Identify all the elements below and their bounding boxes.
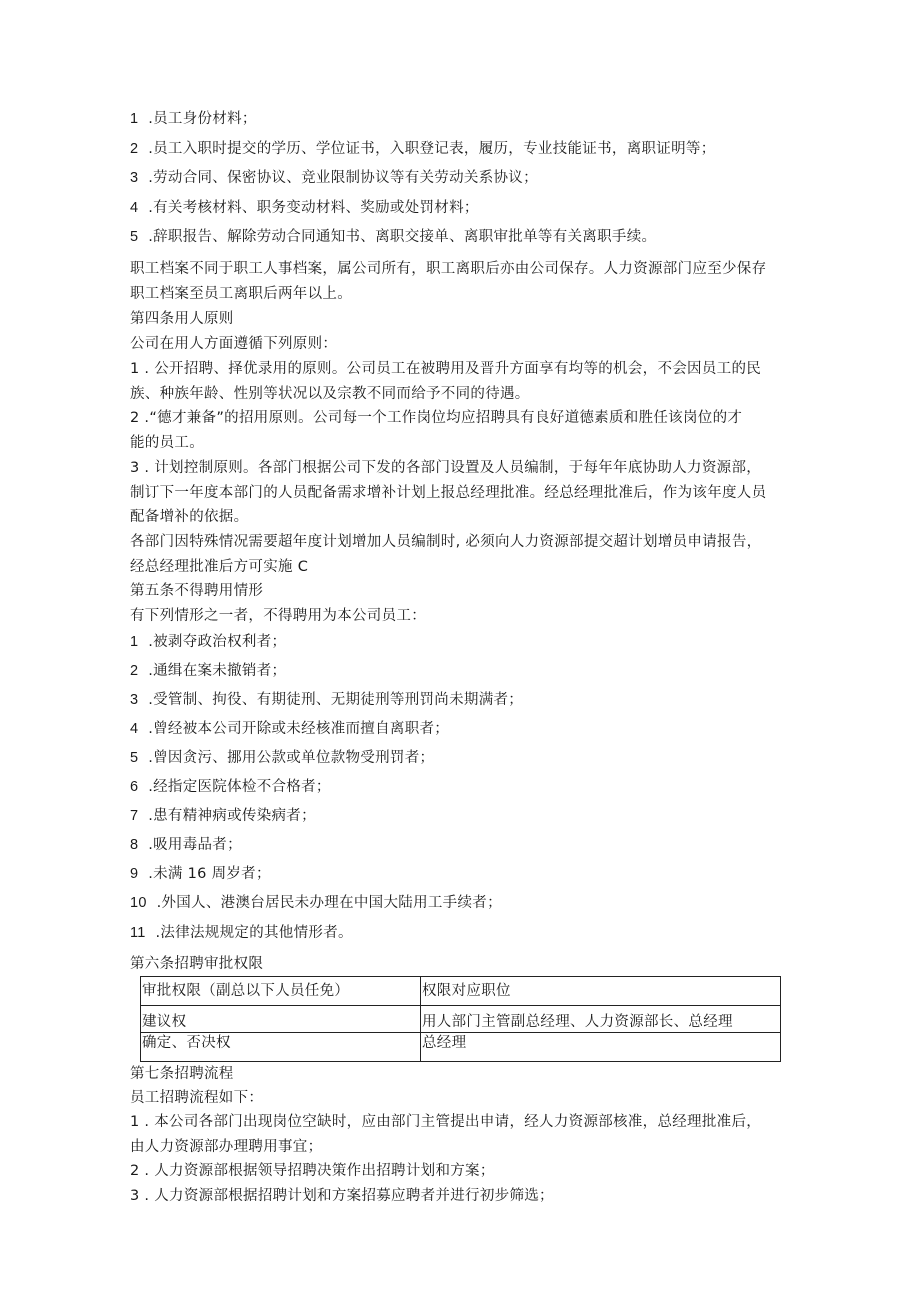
approval-authority-table	[140, 976, 781, 1062]
process-step-line: 由人力资源部办理聘用事宜；	[130, 1139, 323, 1155]
exclusion-item	[130, 631, 286, 653]
exclusion-item	[130, 689, 523, 711]
item-number: 8	[130, 837, 139, 853]
item-text: .未满 16 周岁者；	[148, 866, 271, 882]
principle-line: 制订下一年度本部门的人员配备需求增补计划上报总经理批准。经总经理批准后，作为该年度人员	[130, 485, 767, 501]
item-number: 2	[130, 141, 139, 157]
principle-line: 族、种族年龄、性别等状况以及宗教不同而给予不同的待遇。	[130, 386, 530, 402]
archive-item	[130, 197, 479, 219]
table-cell: 总经理	[421, 1033, 781, 1062]
item-number: 11	[130, 925, 146, 941]
item-number: 4	[130, 200, 139, 216]
item-text: .员工入职时提交的学历、学位证书，入职登记表，履历，专业技能证书，离职证明等；	[148, 141, 716, 157]
article-intro: 公司在用人方面遵循下列原则：	[130, 336, 338, 352]
item-text: .辞职报告、解除劳动合同通知书、离职交接单、离职审批单等有关离职手续。	[148, 229, 657, 245]
exclusion-item	[130, 805, 316, 827]
process-step-line: 3 . 人力资源部根据招聘计划和方案招募应聘者并进行初步筛选；	[130, 1188, 554, 1204]
table-row	[141, 1006, 781, 1033]
article-title: 第五条不得聘用情形	[130, 583, 264, 599]
table-cell: 确定、否决权	[141, 1033, 421, 1062]
article-note-line: 各部门因特殊情况需要超年度计划增加人员编制时, 必须向人力资源部提交超计划增员申请报告，	[130, 534, 762, 550]
article-title: 第七条招聘流程	[130, 1066, 234, 1082]
exclusion-item	[130, 776, 331, 798]
item-text: .劳动合同、保密协议、竞业限制协议等有关劳动关系协议；	[148, 170, 538, 186]
archive-item	[130, 138, 716, 160]
item-text: .经指定医院体检不合格者；	[148, 779, 331, 795]
item-text: .受管制、拘役、有期徒刑、无期徒刑等刑罚尚未期满者；	[148, 692, 524, 708]
archive-note-line: 职工档案不同于职工人事档案，属公司所有，职工离职后亦由公司保存。人力资源部门应至少保存	[130, 261, 767, 277]
exclusion-item	[130, 747, 434, 769]
archive-item	[130, 167, 538, 189]
process-step-line: 1 . 本公司各部门出现岗位空缺时，应由部门主管提出申请，经人力资源部核准，总经理批准后，	[130, 1114, 762, 1130]
article-title: 第六条招聘审批权限	[130, 956, 264, 972]
exclusion-item	[130, 892, 502, 914]
item-number: 5	[130, 750, 139, 766]
archive-item	[130, 108, 257, 130]
table-row	[141, 1033, 781, 1062]
item-text: .通缉在案未撤销者；	[148, 663, 287, 679]
exclusion-item	[130, 834, 242, 856]
item-text: .有关考核材料、职务变动材料、奖励或处罚材料；	[148, 200, 479, 216]
principle-line: 能的员工。	[130, 435, 204, 451]
item-text: .曾经被本公司开除或未经核准而擅自离职者；	[148, 721, 450, 737]
item-number: 7	[130, 808, 139, 824]
table-cell: 建议权	[141, 1006, 421, 1033]
item-text: .外国人、港澳台居民未办理在中国大陆用工手续者；	[156, 895, 502, 911]
item-text: .法律法规规定的其他情形者。	[155, 925, 353, 941]
item-number: 2	[130, 663, 139, 679]
item-text: .患有精神病或传染病者；	[148, 808, 316, 824]
table-header-cell: 审批权限（副总以下人员任免）	[141, 977, 421, 1006]
article-title: 第四条用人原则	[130, 311, 234, 327]
item-number: 9	[130, 866, 139, 882]
archive-note-line: 职工档案至员工离职后两年以上。	[130, 286, 352, 302]
article-intro: 员工招聘流程如下：	[130, 1090, 264, 1106]
exclusion-item	[130, 863, 271, 885]
principle-line: 配备增补的依据。	[130, 509, 249, 525]
principle-line: 3 . 计划控制原则。各部门根据公司下发的各部门设置及人员编制，于每年年底协助人力资源部，	[130, 460, 762, 476]
table-header-row	[141, 977, 781, 1006]
exclusion-item	[130, 660, 286, 682]
principle-line: 2 .“德才兼备”的招用原则。公司每一个工作岗位均应招聘具有良好道德素质和胜任该岗位的才	[130, 410, 743, 426]
table-header-cell: 权限对应职位	[421, 977, 781, 1006]
article-intro: 有下列情形之一者，不得聘用为本公司员工：	[130, 608, 426, 624]
item-text: .员工身份材料；	[148, 111, 257, 127]
exclusion-item	[130, 718, 449, 740]
table-cell: 用人部门主管副总经理、人力资源部长、总经理	[421, 1006, 781, 1033]
item-text: .曾因贪污、挪用公款或单位款物受刑罚者；	[148, 750, 435, 766]
item-text: .吸用毒品者；	[148, 837, 242, 853]
item-number: 5	[130, 229, 139, 245]
item-number: 6	[130, 779, 139, 795]
archive-item	[130, 226, 656, 248]
item-text: .被剥夺政治权利者；	[148, 634, 287, 650]
item-number: 1	[130, 634, 139, 650]
item-number: 1	[130, 111, 139, 127]
principle-line: 1 . 公开招聘、择优录用的原则。公司员工在被聘用及晋升方面享有均等的机会，不会因员工的民	[130, 361, 762, 377]
exclusion-item	[130, 922, 353, 944]
item-number: 3	[130, 170, 139, 186]
item-number: 10	[130, 895, 147, 911]
item-number: 3	[130, 692, 139, 708]
article-note-line: 经总经理批准后方可实施 C	[130, 559, 309, 575]
item-number: 4	[130, 721, 139, 737]
process-step-line: 2 . 人力资源部根据领导招聘决策作出招聘计划和方案；	[130, 1163, 495, 1179]
